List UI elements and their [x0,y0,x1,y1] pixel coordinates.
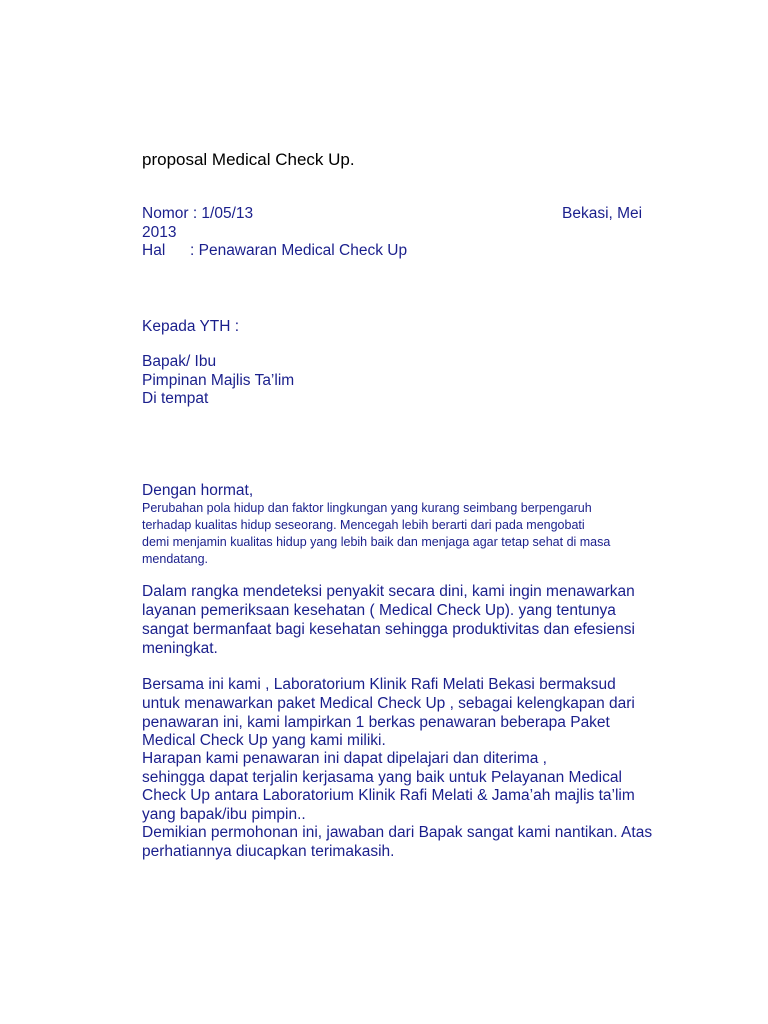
document-title: proposal Medical Check Up. [142,150,355,169]
date-year: 2013 [142,224,177,241]
recipient-line: Pimpinan Majlis Ta’lim [142,372,295,389]
salutation: Dengan hormat, [142,482,254,499]
para3-line: sehingga dapat terjalin kerjasama yang baik untuk Pelayanan Medical [142,769,622,786]
para2-line: Dalam rangka mendeteksi penyakit secara dini, kami ingin menawarkan [142,583,635,600]
place-date: Bekasi, Mei [562,205,643,222]
para3-line: Demikian permohonan ini, jawaban dari Bapak sangat kami nantikan. Atas [142,824,653,841]
para3-line: yang bapak/ibu pimpin.. [142,806,306,823]
intro-line: terhadap kualitas hidup seseorang. Mencegah lebih berarti dari pada mengobati [142,518,585,532]
intro-line: Perubahan pola hidup dan faktor lingkungan yang kurang seimbang berpengaruh [142,501,592,515]
kepada-line: Kepada YTH : [142,318,240,335]
hal-line [142,242,407,260]
intro-line: demi menjamin kualitas hidup yang lebih baik dan menjaga agar tetap sehat di masa [142,535,611,549]
para3-line: Harapan kami penawaran ini dapat dipelajari dan diterima , [142,750,547,767]
para3-line: Medical Check Up yang kami miliki. [142,732,386,749]
para3-line: Bersama ini kami , Laboratorium Klinik Rafi Melati Bekasi bermaksud [142,676,616,693]
para3-line: penawaran ini, kami lampirkan 1 berkas penawaran beberapa Paket [142,714,610,731]
para2-line: sangat bermanfaat bagi kesehatan sehingga produktivitas dan efesiensi [142,621,635,638]
intro-line: mendatang. [142,552,209,566]
para3-line: Check Up antara Laboratorium Klinik Rafi Melati & Jama’ah majlis ta’lim [142,787,635,804]
nomor-line: Nomor : 1/05/13 [142,205,254,222]
recipient-line: Bapak/ Ibu [142,353,217,370]
para3-line: perhatiannya diucapkan terimakasih. [142,843,395,860]
para3-line: untuk menawarkan paket Medical Check Up , sebagai kelengkapan dari [142,695,635,712]
hal-label: Hal [142,242,166,259]
hal-value: : Penawaran Medical Check Up [190,242,408,259]
para2-line: layanan pemeriksaan kesehatan ( Medical Check Up). yang tentunya [142,602,616,619]
para2-line: meningkat. [142,640,218,657]
recipient-line: Di tempat [142,390,209,407]
